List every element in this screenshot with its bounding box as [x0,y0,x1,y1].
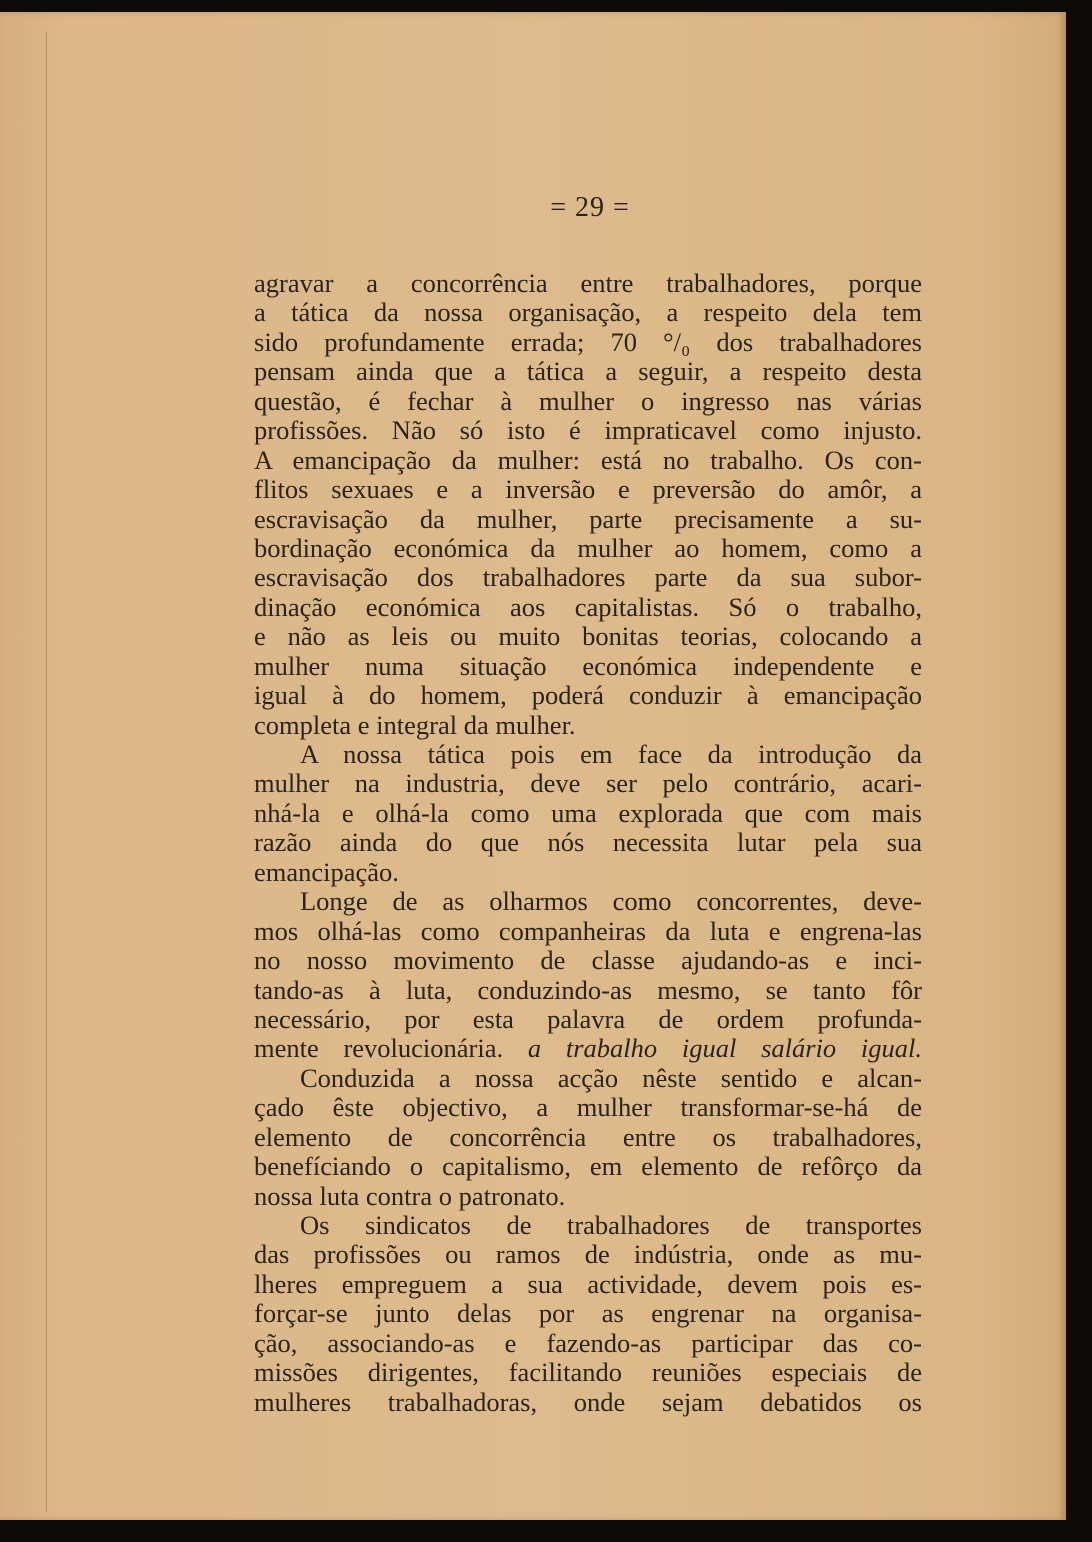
text-line-content: escravisação dos trabalhadores parte da sua subor- [254,562,922,593]
text-line-content: mulher na industria, deve ser pelo contrário, acari- [254,768,922,799]
paper-sheet [0,12,1066,1520]
text-line [254,1240,922,1269]
text-line-content: missões dirigentes, facilitando reuniões especiais de [254,1357,922,1388]
page-number: = 29 = [550,192,630,223]
text-line-content: A nossa tática pois em face da introdução da [300,739,922,769]
text-line-content: benefíciando o capitalismo, em elemento de refôrço da [254,1151,922,1182]
text-line [254,416,922,445]
text-line [254,1299,922,1328]
text-line [254,534,922,563]
text-line [254,1182,922,1211]
text-line [254,1005,922,1034]
text-line [254,622,922,651]
text-line [254,1388,922,1417]
text-line [254,1034,922,1063]
text-line-content: lheres empreguem a sua actividade, devem pois es- [254,1268,922,1299]
text-line-content: razão ainda do que nós necessita lutar pela sua [254,827,922,858]
text-line [254,446,922,475]
text-line [254,563,922,592]
text-line [254,740,922,769]
text-line [254,946,922,975]
text-line-content: çado êste objectivo, a mulher transformar-se-há de [254,1092,922,1123]
text-line [254,1358,922,1387]
text-line-content: nossa luta contra o patronato. [254,1180,566,1211]
text-line-content: elemento de concorrência entre os trabalhadores, [254,1121,922,1152]
text-line-content: a tática da nossa organisação, a respeito dela tem [254,297,922,328]
text-line-content: ção, associando-as e fazendo-as participar das co- [254,1327,922,1358]
text-line-content: igual à do homem, poderá conduzir à emancipação [254,680,922,711]
text-line-content: mente revolucionária. [254,1033,528,1064]
text-line [254,593,922,622]
emphasized-phrase: a trabalho igual salário igual. [527,1033,922,1064]
text-line [254,887,922,916]
text-line [254,711,922,740]
text-line-content: mulheres trabalhadoras, onde sejam debatidos os [254,1386,922,1417]
text-line-content: Conduzida a nossa acção nêste sentido e alcan- [300,1062,922,1093]
text-line-content: dinação económica aos capitalistas. Só o trabalho, [254,591,922,622]
text-line-content: tando-as à luta, conduzindo-as mesmo, se tanto fôr [254,974,922,1005]
text-line-content: mos olhá-las como companheiras da luta e engrena-las [254,915,922,946]
text-line-content: escravisação da mulher, parte precisamente a su- [254,503,922,534]
body-text [254,269,922,1417]
text-line [254,505,922,534]
text-line-content: flitos sexuaes e a inversão e preversão do amôr, a [254,474,922,505]
text-line [254,769,922,798]
text-line [254,357,922,386]
text-line-content: Os sindicatos de trabalhadores de transportes [300,1210,922,1240]
text-line [254,1211,922,1240]
text-line-content: bordinação económica da mulher ao homem, como a [254,532,922,563]
text-line [254,328,922,357]
text-line-content: necessário, por esta palavra de ordem profunda- [254,1003,922,1034]
text-line-content: pensam ainda que a tática a seguir, a respeito desta [254,356,922,387]
text-line-content: profissões. Não só isto é impraticavel como injusto. [254,415,922,446]
text-line-content: agravar a concorrência entre trabalhadores, porque [254,268,922,298]
text-line-content: mulher numa situação económica independente e [254,650,922,681]
text-line [254,1123,922,1152]
text-line [254,475,922,504]
text-line [254,387,922,416]
text-line-content: sido profundamente errada; 70 °/₀ dos trabalhadores [254,326,922,357]
text-line-content: no nosso movimento de classe ajudando-as e inci- [254,945,922,976]
text-line-content: questão, é fechar à mulher o ingresso nas várias [254,385,922,416]
text-line [254,858,922,887]
text-line-content: das profissões ou ramos de indústria, onde as mu- [254,1239,922,1270]
text-line-content: completa e integral da mulher. [254,709,576,740]
text-line [254,976,922,1005]
text-line [254,1064,922,1093]
text-line [254,828,922,857]
text-line [254,1093,922,1122]
text-line-content: Longe de as olharmos como concorrentes, deve- [300,886,922,917]
text-line [254,298,922,327]
text-line [254,681,922,710]
text-line [254,799,922,828]
text-line [254,917,922,946]
text-line-content: A emancipação da mulher: está no trabalho. Os con- [254,444,922,475]
text-line [254,1329,922,1358]
text-line [254,652,922,681]
text-line [254,1270,922,1299]
text-line-content: e não as leis ou muito bonitas teorias, colocando a [254,621,922,652]
text-line [254,1152,922,1181]
text-line [254,269,922,298]
text-line-content: nhá-la e olhá-la como uma explorada que com mais [254,797,922,828]
text-line-content: emancipação. [254,856,399,887]
text-line-content: forçar-se junto delas por as engrenar na organisa- [254,1298,922,1329]
